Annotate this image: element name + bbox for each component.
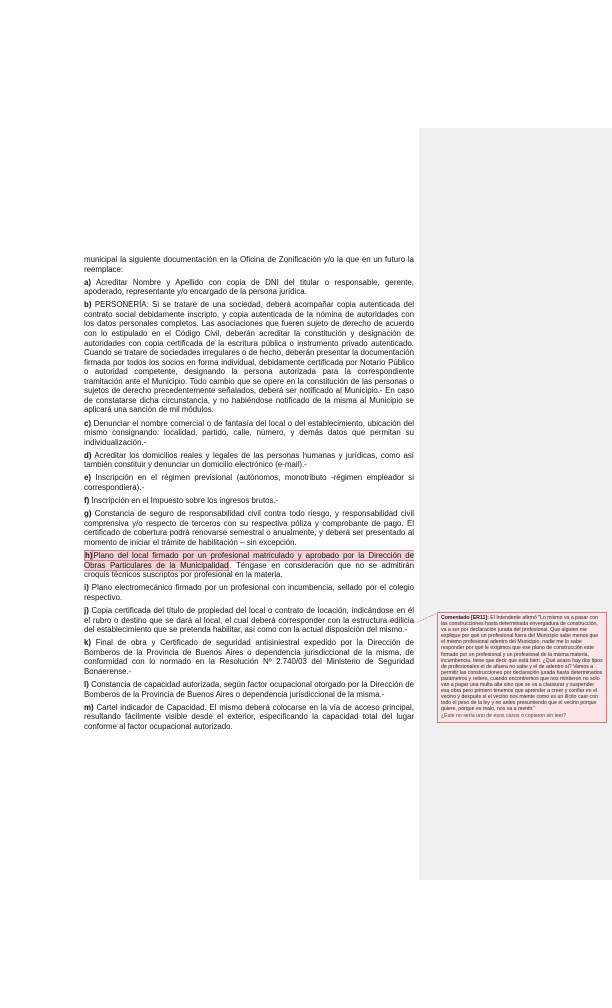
document-body (84, 255, 414, 735)
item-letter: j) (84, 605, 89, 615)
item-text: Copia certificada del título de propiedad del local o contrato de locación, indicándose en él el rubro o destino que se dará al local, el cual deberá corresponder con la estructura edilicia del establecimiento que se pretenda habilitar, así como con la actual disposición del mismo.- (84, 605, 414, 635)
item-text: Plano electromecánico firmado por un profesional con incumbencia, sellado por el colegio respectivo. (84, 583, 414, 602)
comment-connector-line (388, 610, 440, 623)
item-letter: f) (84, 496, 90, 506)
comments-margin-pane (419, 128, 612, 880)
item-text: Constancia de capacidad autorizada, según factor ocupacional otorgado por la Dirección de Bomberos de la Provincia de Buenos Aires o dependencia jurisdiccional de la misma.- (84, 680, 414, 699)
item-g (84, 509, 414, 547)
item-k (84, 638, 414, 676)
item-text: PERSONERÍA: Si se tratare de una sociedad, deberá acompañar copia autenticada del contrato social debidamente inscripto, y copia autenticada de la nómina de autoridades con los datos personales completos. Las asociaciones que fueren sujeto de derecho de acuerdo con lo estipulado en el Código Civil, deberán acreditar la constitución y designación de autoridades con copia certificada de la escritura pública o instrumento privado autenticado. Cuando se tratare de sociedades irregulares o de hecho, deberán presentar la documentación firmada por todos los socios en forma individual, debidamente certificada por Notario Público o autoridad competente, designando la persona autorizada para la correspondiente tramitación ante el Municipio. Todo cambio que se opere en la constitución de las personas o sujetos de derecho precedentemente señalados, deberá ser notificado al Municipio.- En caso de constatarse dicha circunstancia, y no habiéndose notificado de la misma al Municipio se aplicará una sanción de mil módulos. (84, 300, 414, 415)
comment-reply: ¿Este no sería uno de esos casos o copiaron sin leer? (441, 712, 567, 719)
comment-author-label: Comentado [ER11]: (441, 615, 489, 621)
item-f (84, 496, 414, 506)
item-h (84, 551, 414, 580)
item-b (84, 300, 414, 415)
item-text: Acreditar Nombre y Apellido con copia de DNI del titular o responsable, gerente, apoderado, representante y/o encargado de la persona jurídica. (84, 277, 414, 297)
item-l (84, 680, 414, 699)
item-e (84, 473, 414, 492)
item-m (84, 703, 414, 732)
item-letter: k) (84, 638, 92, 648)
item-a (84, 278, 414, 297)
item-letter: m) (84, 702, 94, 712)
item-text: Cartel indicador de Capacidad. El mismo deberá colocarse en la vía de acceso principal, resultando fácilmente visible desde el exterior, especificando la capacidad total del lugar conforme al factor ocupacional autorizado. (84, 702, 414, 731)
item-letter: c) (84, 418, 92, 428)
item-text: Final de obra y Certificado de seguridad antisiniestral expedido por la Dirección de Bomberos de la Provincia de Buenos Aires o dependencia jurisdiccional de la misma, de conformidad con lo normado en la Resolución Nº 2.740/03 del Ministerio de Seguridad Bonaerense.- (84, 638, 414, 676)
item-text: Inscripción en el Impuesto sobre los ingresos brutos.- (89, 496, 279, 506)
item-text: Acreditar los domicilios reales y legales de las personas humanas y jurídicas, como así también constituir y denunciar un domicilio electrónico (e-mail).- (84, 450, 414, 470)
item-j (84, 606, 414, 635)
item-d (84, 451, 414, 470)
item-text: Constancia de seguro de responsabilidad civil contra todo riesgo, y responsabilidad civil comprensiva y/o respecto de terceros con su respectiva póliza y comprobante de pago. El certificado de cobertura podrá renovarse semestral o anualmente, y deberá ser presentado al momento de iniciar el trámite de habilitación – sin excepción. (84, 509, 414, 547)
item-letter: e) (84, 473, 92, 483)
intro-paragraph: municipal la siguiente documentación en la Oficina de Zonificación y/o la que en un futuro la reemplace: (84, 255, 414, 274)
item-text: Inscripción en el régimen previsional (autónomos, monotributo -régimen empleador si correspondiera).- (84, 473, 414, 492)
item-letter: i) (84, 583, 89, 593)
item-letter: b) (84, 300, 92, 310)
commented-text-highlight[interactable]: Plano del local firmado por un profesional matriculado y aprobado por la Dirección de Obras Particulares de la Municipalidad (84, 551, 414, 570)
item-text: Denunciar el nombre comercial o de fantasía del local o del establecimiento, ubicación del mismo consignando: localidad, partido, calle, número, y demás datos que permitan su individualización.- (84, 418, 414, 447)
item-i (84, 583, 414, 602)
comment-body: El Intendente afirmó "Lo mismo va a pasar con las construcciones hasta determinada envergadura de construcción, va a ser por declaración jurada del profesional. Que alguien me explique por qué un profesional fuera del Municipio sabe menos que el mismo profesional adentro del Municipio, nadie me lo sabe responder por qué le exigimos que ese plano de construcción este firmado por un profesional y un profesional de la misma materia, incumbencia. tiene que decir que está bien. ¿Qué acaso hay dos tipos de profesionales el de afuera no sabe y el de adentro si? Vamos a permitir las construcciones por declaración jurada hasta determinados parámetros y reitero, cuando encontremos que nos mintieron no solo van a pagar una multa alta sino que se va a clausurar y suspender esa obra pero primero tenemos que aprender a creer y confiar en el vecino y después si el vecino nos miente como es un ilícito caer con todo el peso de la ley y no antes presumiendo que el vecino porque quiere, porque es malo, nos va a mentir." (441, 615, 603, 713)
item-letter: g) (84, 509, 92, 519)
item-letter: d) (84, 450, 92, 460)
item-letter: a) (84, 277, 92, 287)
item-text: . Téngase en consideración que no se admitirán croquis técnicos suscriptos por profesional en la materia. (84, 560, 414, 580)
item-letter: l) (84, 680, 89, 689)
item-letter: h) (85, 551, 93, 561)
comment-balloon[interactable] (437, 612, 607, 723)
item-c (84, 419, 414, 448)
